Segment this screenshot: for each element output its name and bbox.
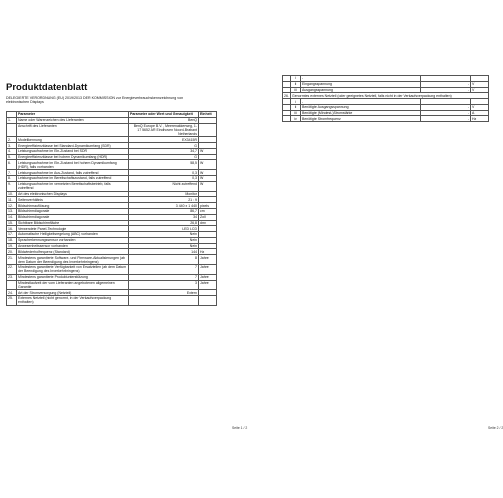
row-number: 16.: [7, 226, 17, 232]
row-parameter: Automatische Helligkeitsregelung (ABC) vorhanden: [17, 232, 129, 238]
row-parameter: Anwesenheitssensor vorhanden: [17, 243, 129, 249]
row-parameter: Bildschirmdiagonale: [17, 208, 129, 214]
row-roman: iii: [291, 110, 301, 116]
table-body: [7, 117, 217, 305]
row-parameter: Genormtes externes Netzteil (oder geeignetes Netzteil, falls nicht in der Verkaufsverpackung enthalten): [291, 93, 489, 99]
row-value: -: [421, 104, 471, 110]
row-value: BenQ: [129, 117, 199, 123]
row-number: 4.: [7, 148, 17, 154]
row-number: 5.: [7, 154, 17, 160]
page-footer: Seite 2 / 2: [488, 426, 503, 430]
row-value: BenQ Europe B.V. , Meerenakkerweg, 1-17 5652 AR Eindhoven Noord-Brabant Netherlands: [129, 123, 199, 137]
row-parameter: Leistungsaufnahme im Ein-Zustand bei SDR: [17, 148, 129, 154]
page-footer: Seite 1 / 2: [232, 426, 248, 430]
row-unit: cm: [199, 208, 217, 214]
table-row: [7, 123, 217, 137]
row-unit: Zoll: [199, 214, 217, 220]
row-number: 10.: [7, 191, 17, 197]
row-parameter: Leistungsaufnahme im Bereitschaftszustand, falls zutreffend: [17, 176, 129, 182]
row-label: Benötigte Ausgangsspannung: [301, 104, 421, 110]
header-unit: Einheit: [199, 112, 217, 118]
row-number: [7, 123, 17, 137]
header-parameter: Parameter: [17, 112, 129, 118]
row-roman: i: [291, 99, 301, 105]
row-number: 14.: [7, 214, 17, 220]
row-number: 13.: [7, 208, 17, 214]
row-value: 86,7: [129, 208, 199, 214]
row-label: Benötigte (Mindest-)Stromstärke: [301, 110, 421, 116]
row-parameter: Seitenverhältnis: [17, 197, 129, 203]
row-number: 12.: [7, 203, 17, 209]
row-number: 26.: [284, 93, 289, 98]
row-number: 6.: [7, 160, 17, 170]
row-parameter: Mindestens garantierte Software- und Firmware-Aktualisierungen (ab dem Datum der Beendigung des Inverkehrbringens): [17, 255, 129, 265]
row-number: 1.: [7, 117, 17, 123]
row-value: 144: [129, 249, 199, 255]
row-number: 7.: [7, 170, 17, 176]
table-row: [7, 255, 217, 265]
row-parameter: Name oder Warenzeichen des Lieferanten: [17, 117, 129, 123]
row-unit: A: [471, 110, 489, 116]
row-value: Nein: [129, 237, 199, 243]
row-parameter: Bildschirmdiagonale: [17, 214, 129, 220]
datasheet-page-2: [262, 0, 503, 498]
row-value: 58,5: [129, 160, 199, 170]
row-number: 8.: [7, 176, 17, 182]
row-label: Eingangsspannung: [301, 81, 421, 87]
row-value: 0,3: [129, 170, 199, 176]
row-number: 23.: [7, 274, 17, 280]
row-unit: Jahre: [199, 255, 217, 265]
row-parameter: Anschrift des Lieferanten: [17, 123, 129, 137]
row-unit: Jahre: [199, 280, 217, 290]
row-unit: [199, 296, 217, 306]
row-value: -: [421, 116, 471, 122]
row-value: 34,7: [129, 148, 199, 154]
row-roman: iv: [291, 116, 301, 122]
row-roman: ii: [291, 104, 301, 110]
row-parameter: Mindestens garantierte Produktunterstützung: [17, 274, 129, 280]
row-parameter: Bildwiederholfrequenz (Standard): [17, 249, 129, 255]
row-value: 3 440 x 1 440: [129, 203, 199, 209]
row-parameter: Energieeffizienzklasse bei Standard-Dynamikumfang (SDR): [17, 143, 129, 149]
row-label: Benötigte Stromfrequenz: [301, 116, 421, 122]
row-unit: W: [199, 181, 217, 191]
row-value: 21 : 9: [129, 197, 199, 203]
row-number: [283, 116, 291, 122]
row-value: -: [421, 81, 471, 87]
page-title: Produktdatenblatt: [6, 82, 88, 93]
row-value: 8: [129, 255, 199, 265]
table-row: [283, 116, 489, 122]
table-row: [7, 264, 217, 274]
row-unit: W: [199, 160, 217, 170]
row-parameter: Modellkennung: [17, 137, 129, 143]
row-number: 11.: [7, 197, 17, 203]
row-value: 3: [129, 280, 199, 290]
row-number: 17.: [7, 232, 17, 238]
row-label: -: [301, 99, 421, 105]
row-parameter: Art des elektronischen Displays: [17, 191, 129, 197]
row-unit: W: [199, 148, 217, 154]
row-number: 24.: [7, 290, 17, 296]
row-number: 2.: [7, 137, 17, 143]
row-value: Nicht zutreffend: [129, 181, 199, 191]
row-value: -: [421, 110, 471, 116]
header-value: Parameter oder Wert und Genauigkeit: [129, 112, 199, 118]
row-label: Ausgangsspannung: [301, 87, 421, 93]
row-number: 21.: [7, 255, 17, 265]
row-value: Monitor: [129, 191, 199, 197]
row-number: 18.: [7, 237, 17, 243]
row-value: 34: [129, 214, 199, 220]
row-value: 7: [129, 264, 199, 274]
row-value: G: [129, 154, 199, 160]
row-unit: V: [471, 87, 489, 93]
row-number: 22.: [7, 264, 17, 274]
row-number: 20.: [7, 249, 17, 255]
regulation-subtitle: DELEGIERTE VERORDNUNG (EU) 2019/2013 DER KOMMISSION zur Energieverbrauchskennzeichnung von elektronischen Displays: [6, 96, 184, 105]
row-value: EX3415R: [129, 137, 199, 143]
row-label: -: [301, 76, 421, 82]
row-roman: ii: [291, 81, 301, 87]
row-parameter: Spracherkennungssensor vorhanden: [17, 237, 129, 243]
row-unit: Hz: [471, 116, 489, 122]
row-parameter: Sichtbare Bildschirmfläche: [17, 220, 129, 226]
row-value: 0,3: [129, 176, 199, 182]
row-parameter: Energieeffizienzklasse bei hohem Dynamikumfang (HDR): [17, 154, 129, 160]
row-parameter: Externes Netzteil (nicht genormt, in der Verkaufsverpackung enthalten): [17, 296, 129, 306]
row-unit: W: [199, 170, 217, 176]
row-number: 15.: [7, 220, 17, 226]
row-number: 19.: [7, 243, 17, 249]
row-value: Nein: [129, 232, 199, 238]
row-unit: dm²: [199, 220, 217, 226]
row-value: LED LCD: [129, 226, 199, 232]
row-unit: Hz: [199, 249, 217, 255]
row-value: [129, 296, 199, 306]
row-unit: Jahre: [199, 264, 217, 274]
table-body: [283, 76, 489, 122]
row-value: Extern: [129, 290, 199, 296]
row-unit: V: [471, 81, 489, 87]
row-parameter: Leistungsaufnahme im Ein-Zustand bei hohem Dynamikumfang (HDR), falls vorhanden: [17, 160, 129, 170]
row-value: -: [421, 87, 471, 93]
row-number: 3.: [7, 143, 17, 149]
row-number: [7, 280, 17, 290]
row-unit: W: [199, 176, 217, 182]
row-unit: Jahre: [199, 274, 217, 280]
row-number: 9.: [7, 181, 17, 191]
row-unit: V: [471, 104, 489, 110]
row-value: Nein: [129, 243, 199, 249]
table-row: [7, 181, 217, 191]
row-parameter: Leistungsaufnahme im Aus-Zustand, falls zutreffend: [17, 170, 129, 176]
row-value: G: [129, 143, 199, 149]
row-parameter: Bildschirmauflösung: [17, 203, 129, 209]
table-row: [7, 296, 217, 306]
row-unit: pixels: [199, 203, 217, 209]
row-parameter: Art der Stromversorgung (Netzteil): [17, 290, 129, 296]
table-row: [7, 280, 217, 290]
row-number: 25.: [7, 296, 17, 306]
row-roman: iii: [291, 87, 301, 93]
row-value: 26,8: [129, 220, 199, 226]
row-roman: i: [291, 76, 301, 82]
row-parameter: Leistungsaufnahme im vernetzten Bereitschaftsbetrieb, falls zutreffend: [17, 181, 129, 191]
row-parameter: Mindestens garantierte Verfügbarkeit von Ersatzteilen (ab dem Datum der Beendigung des Inverkehrbringens): [17, 264, 129, 274]
row-parameter: Verwendete Panel-Technologie: [17, 226, 129, 232]
row-unit: [199, 123, 217, 137]
row-parameter: Mindestlaufzeit der vom Lieferanten angebotenen allgemeinen Garantie: [17, 280, 129, 290]
power-supply-table: [282, 75, 489, 122]
row-value: 7: [129, 274, 199, 280]
table-row: [7, 160, 217, 170]
product-data-table: [6, 111, 217, 306]
